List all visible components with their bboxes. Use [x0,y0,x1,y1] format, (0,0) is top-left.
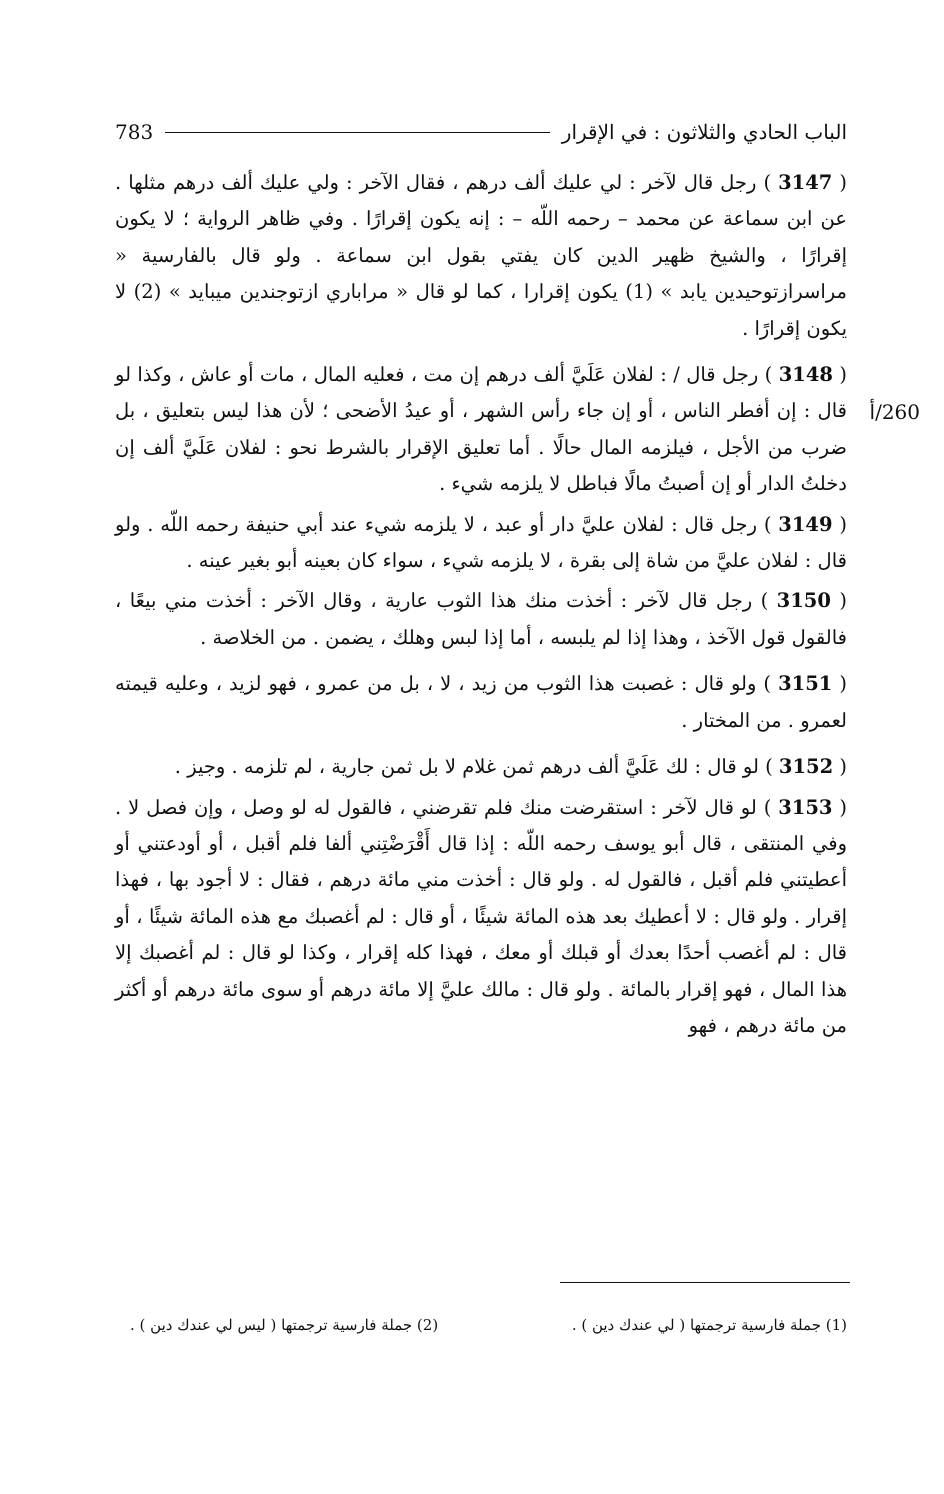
entry-number: 3152 [778,755,834,779]
running-header [115,112,847,152]
footnotes [130,1316,847,1334]
header-rule [165,132,550,133]
footnote-1: (1) جملة فارسية ترجمتها ( لي عندك دين ) . [571,1316,847,1334]
footnote-2: (2) جملة فارسية ترجمتها ( ليس لي عندك دين ) . [130,1316,439,1334]
entry-number: 3149 [778,512,833,536]
entry-text: رجل قال لآخر : لي عليك ألف درهم ، فقال الآخر : ولي عليك ألف درهم مثلها . عن ابن سماعة عن محمد – رحمه اللّه – : إنه يكون إقرارًا . وفي ظاهر الرواية ؛ لا يكون إقرارًا ، والشيخ ظهير الدين كان يفتي بقول ابن سماعة . ولو قال بالفارسية « مراسرازتوحيدين يابد » (1) يكون إقرارا ، كما لو قال « مراباري ازتوجندين ميبايد » (2) لا يكون إقرارًا . [115,171,847,340]
entry-text: رجل قال لآخر : أخذت منك هذا الثوب عارية ، وقال الآخر : أخذت مني بيعًا ، فالقول قول الآخذ ، وهذا إذا لم يلبسه ، أما إذا لبس وهلك ، يضمن . من الخلاصة . [115,589,847,649]
entry-number: 3147 [778,171,833,194]
entry-text: ولو قال : غصبت هذا الثوب من زيد ، لا ، بل من عمرو ، فهو لزيد ، وعليه قيمته لعمرو . من المختار . [115,672,847,732]
main-text [115,165,847,1054]
entry-3153: ( 3153 ) لو قال لآخر : استقرضت منك فلم تقرضني ، فالقول له لو وصل ، وإن فصل لا . وفي المنتقى ، قال أبو يوسف رحمه اللّه : إذا قال أَقْرَضْتِني ألفا فلم أقبل ، أو أودعتني أو أعطيتني فلم أقبل ، فالقول له . ولو قال : أخذت مني مائة درهم ، فقال : لا أجود بها ، فهذا إقرار . ولو قال : لا أعطيك بعد هذه المائة شيئًا ، أو قال : لم أغصبك مع هذه المائة شيئًا ، أو قال : لم أغصب أحدًا بعدك أو قبلك أو معك ، فهذا كله إقرار ، وكذا لو قال : لم أغصبك إلا هذا المال ، فهو إقرار بالمائة . ولو قال : مالك عليَّ إلا مائة درهم أو سوى مائة درهم أو أكثر من مائة درهم ، فهو [115,795,847,1037]
chapter-title: الباب الحادي والثلاثون : في الإقرار [561,120,847,144]
folio-margin-note: 260/أ [869,400,920,424]
entry-3150: ( 3150 ) رجل قال لآخر : أخذت منك هذا الثوب عارية ، وقال الآخر : أخذت مني بيعًا ، فالقول قول الآخذ ، وهذا إذا لم يلبسه ، أما إذا لبس وهلك ، يضمن . من الخلاصة . [115,589,847,649]
entry-text: لو قال لآخر : استقرضت منك فلم تقرضني ، فالقول له لو وصل ، وإن فصل لا . وفي المنتقى ، قال أبو يوسف رحمه اللّه : إذا قال أَقْرَضْتِني ألفا فلم أقبل ، أو أودعتني أو أعطيتني فلم أقبل ، فالقول له . ولو قال : أخذت مني مائة درهم ، فقال : لا أجود بها ، فهذا إقرار . ولو قال : لا أعطيك بعد هذه المائة شيئًا ، أو قال : لم أغصبك مع هذه المائة شيئًا ، أو قال : لم أغصب أحدًا بعدك أو قبلك أو معك ، فهذا كله إقرار ، وكذا لو قال : لم أغصبك إلا هذا المال ، فهو إقرار بالمائة . ولو قال : مالك عليَّ إلا مائة درهم أو سوى مائة درهم أو أكثر من مائة درهم ، فهو [115,795,847,1037]
footnote-rule [560,1282,850,1283]
entry-3147: ( 3147 ) رجل قال لآخر : لي عليك ألف درهم ، فقال الآخر : ولي عليك ألف درهم مثلها . عن ابن سماعة عن محمد – رحمه اللّه – : إنه يكون إقرارًا . وفي ظاهر الرواية ؛ لا يكون إقرارًا ، والشيخ ظهير الدين كان يفتي بقول ابن سماعة . ولو قال بالفارسية « مراسرازتوحيدين يابد » (1) يكون إقرارا ، كما لو قال « مراباري ازتوجندين ميبايد » (2) لا يكون إقرارًا . [115,171,847,340]
entry-text: رجل قال : لفلان عليَّ دار أو عبد ، لا يلزمه شيء عند أبي حنيفة رحمه اللّه . ولو قال : لفلان عليَّ من شاة إلى بقرة ، لا يلزمه شيء ، سواء كان بعينه أبو بغير عينه . [115,512,847,573]
entry-number: 3153 [778,795,833,819]
entry-3148: ( 3148 ) رجل قال / : لفلان عَلَيَّ ألف درهم إن مت ، فعليه المال ، مات أو عاش ، وكذا لو قال : إن أفطر الناس ، أو إن جاء رأس الشهر ، أو عيدُ الأضحى ؛ لأن هذا ليس بتعليق ، بل ضرب من الأجل ، فيلزمه المال حالًا . أما تعليق الإقرار بالشرط نحو : لفلان عَلَيَّ ألف إن دخلتُ الدار أو إن أصبتُ مالًا فباطل لا يلزمه شيء . [115,363,847,496]
entry-number: 3151 [778,672,833,696]
entry-3151: ( 3151 ) ولو قال : غصبت هذا الثوب من زيد ، لا ، بل من عمرو ، فهو لزيد ، وعليه قيمته لعمرو . من المختار . [115,672,847,732]
entry-number: 3148 [778,363,833,387]
entry-text: لو قال : لك عَلَيَّ ألف درهم ثمن غلام لا بل ثمن جارية ، لم تلزمه . وجيز . [174,755,759,779]
entry-3149: ( 3149 ) رجل قال : لفلان عليَّ دار أو عبد ، لا يلزمه شيء عند أبي حنيفة رحمه اللّه . ولو قال : لفلان عليَّ من شاة إلى بقرة ، لا يلزمه شيء ، سواء كان بعينه أبو بغير عينه . [115,512,847,573]
page-number: 783 [115,120,154,144]
entry-3152: ( 3152 ) لو قال : لك عَلَيَّ ألف درهم ثمن غلام لا بل ثمن جارية ، لم تلزمه . وجيز . [174,755,847,779]
entry-text: رجل قال / : لفلان عَلَيَّ ألف درهم إن مت ، فعليه المال ، مات أو عاش ، وكذا لو قال : إن أفطر الناس ، أو إن جاء رأس الشهر ، أو عيدُ الأضحى ؛ لأن هذا ليس بتعليق ، بل ضرب من الأجل ، فيلزمه المال حالًا . أما تعليق الإقرار بالشرط نحو : لفلان عَلَيَّ ألف إن دخلتُ الدار أو إن أصبتُ مالًا فباطل لا يلزمه شيء . [115,363,847,496]
entry-number: 3150 [776,589,831,613]
